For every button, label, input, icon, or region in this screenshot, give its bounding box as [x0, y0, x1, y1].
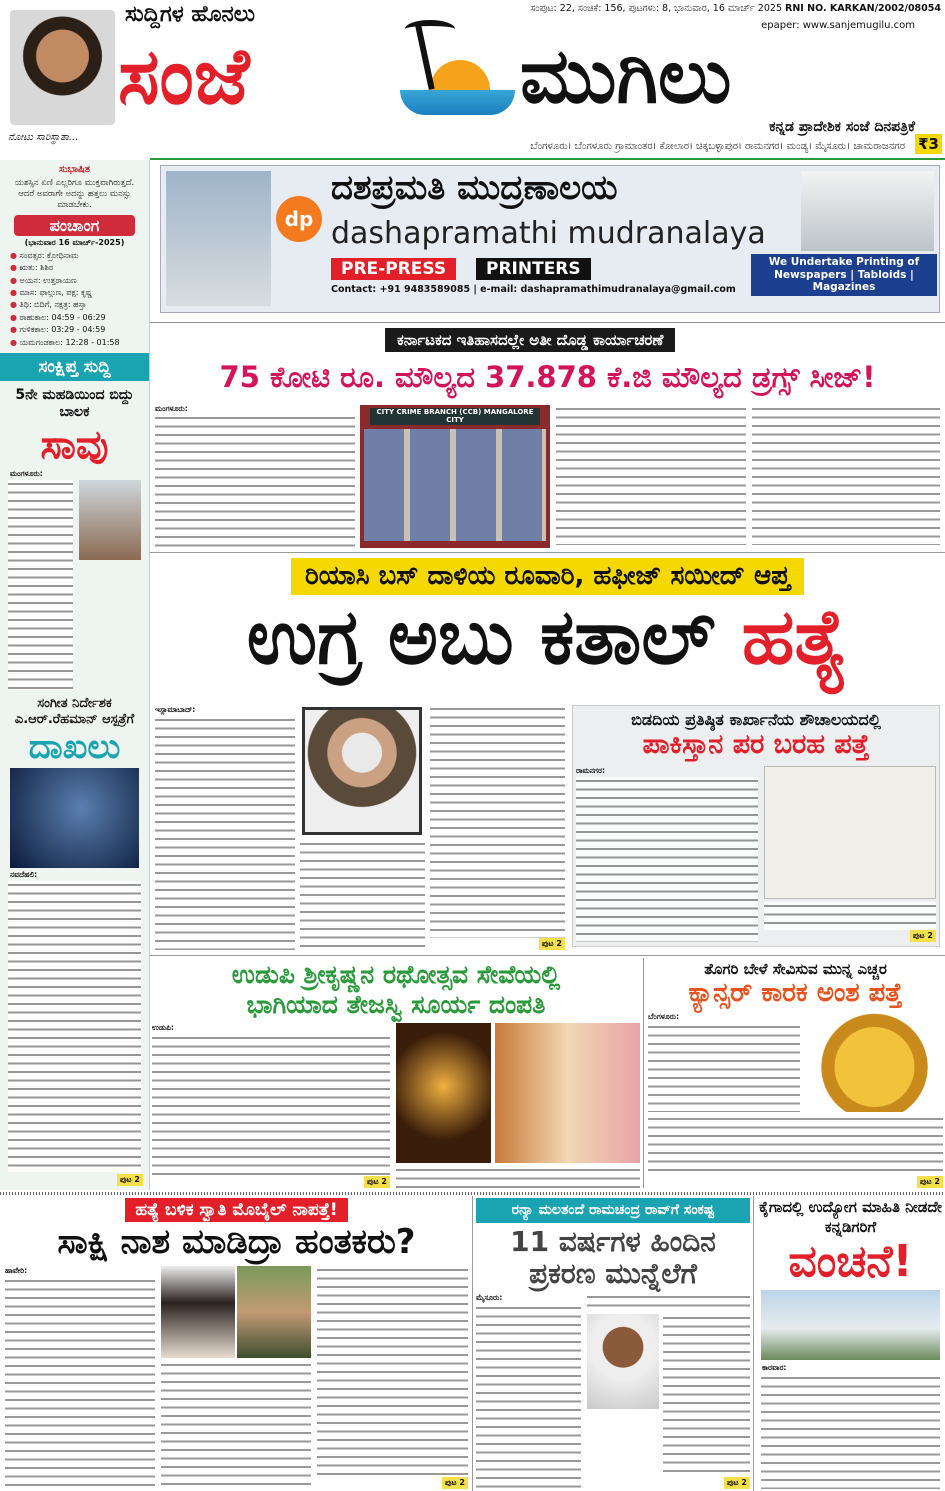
story1-body	[8, 480, 73, 690]
bullet-icon: ●	[10, 300, 20, 310]
epaper-link[interactable]: epaper: www.sanjemugilu.com	[761, 20, 915, 31]
ad-tag-prepress: PRE-PRESS	[331, 258, 456, 280]
ad-photo-left	[166, 171, 271, 306]
kaiga-block	[758, 1198, 943, 1489]
drug-kicker: ಕರ್ನಾಟಕದ ಇತಿಹಾಸದಲ್ಲೇ ಅತೀ ದೊಡ್ಡ ಕಾರ್ಯಾಚರಣೆ	[385, 328, 675, 352]
price-badge: ₹3	[915, 134, 942, 154]
panchanga-item	[10, 250, 149, 262]
issue-info	[530, 3, 941, 14]
ad-logo: dp	[276, 196, 322, 242]
panchanga-item	[10, 287, 149, 299]
lead-headline	[246, 592, 849, 682]
murder-kicker: ಹತ್ಯೆ ಬಳಿಕ ಸ್ವಾತಿ ಮೊಬೈಲ್ ನಾಪತ್ತೆ!	[125, 1198, 347, 1222]
divider	[150, 322, 945, 323]
story2-photo	[10, 768, 139, 868]
vertical-divider	[643, 958, 644, 1188]
murder-block	[5, 1198, 468, 1489]
ranya-body-col1	[476, 1304, 581, 1489]
udupi-dateline: ಉಡುಪಿ:	[152, 1023, 174, 1032]
lead-body-col3	[430, 705, 565, 938]
palm-sun-logo	[400, 20, 515, 120]
subhashita-text: ಯಶಸ್ಸಿನ ಏಣಿ ಎಲ್ಲರಿಗೂ ಮುಕ್ತವಾಗಿರುತ್ತದೆ. ಆದರೆ ಅವರಾಗೇ ಅದನ್ನು ಹತ್ತಲು ಮನಸ್ಸು ಮಾಡಬೇಕು.	[14, 178, 135, 211]
ad-services-line2: Newspapers | Tabloids | Magazines	[774, 268, 914, 294]
story2-headline: ದಾಖಲು	[28, 727, 121, 768]
panchanga-item	[10, 299, 149, 311]
vertical-divider	[472, 1196, 473, 1491]
story2-dateline: ನವದೆಹಲಿ:	[10, 870, 38, 880]
kaiga-headline: ವಂಚನೆ!	[788, 1236, 913, 1287]
ad-contact: Contact: +91 9483589085 | e-mail: dashapramathimudranalaya@gmail.com	[331, 284, 736, 295]
panchanga-item-text: ತಿಥಿ: ಬಿದಿಗೆ, ನಕ್ಷತ್ರ: ಹಸ್ತಾ	[19, 300, 87, 310]
panchanga-item-text: ಮಾಸ: ಫಾಲ್ಗುಣ, ಪಕ್ಷ: ಕೃಷ್ಣ	[19, 288, 93, 298]
ad-name-english: dashapramathi mudranalaya	[331, 216, 766, 251]
dal-kicker: ತೊಗರಿ ಬೇಳೆ ಸೇವಿಸುವ ಮುನ್ನ ಎಚ್ಚರ	[704, 960, 887, 978]
panchanga-item	[10, 337, 149, 349]
editor-photo	[10, 10, 115, 125]
bidadi-caption	[764, 902, 936, 930]
bullet-icon: ●	[10, 250, 20, 260]
story1-kicker: 5ನೇ ಮಹಡಿಯಿಂದ ಬಿದ್ದು ಬಾಲಕ	[15, 387, 134, 421]
panchanga-title: ಪಂಚಾಂಗ	[14, 215, 135, 236]
drug-photo	[360, 405, 550, 548]
panchanga-item-text: ಋತು: ಶಿಶಿರ	[19, 263, 54, 273]
ranya-continued[interactable]: ಪುಟ 2	[724, 1477, 750, 1489]
ad-name-kannada: ದಶಪ್ರಮತಿ ಮುದ್ರಣಾಲಯ	[331, 168, 618, 208]
ad-services-line1: We Undertake Printing of	[768, 256, 920, 268]
panchanga-item-text: ಸಂವತ್ಸರ: ಕ್ರೋಧಿನಾಮ	[19, 250, 79, 260]
ad-tag-printers: PRINTERS	[476, 258, 591, 280]
vertical-divider	[753, 1196, 754, 1491]
divider	[150, 552, 945, 553]
drug-body-mid	[556, 405, 746, 545]
kaiga-photo	[761, 1290, 940, 1360]
ranya-headline: 11 ವರ್ಷಗಳ ಹಿಂದಿನ ಪ್ರಕರಣ ಮುನ್ನೆಲೆಗೆ	[510, 1224, 716, 1290]
panchanga-item-text: ಅಯನ: ಉತ್ತರಾಯಣ	[19, 275, 77, 285]
bidadi-headline: ಪಾಕಿಸ್ತಾನ ಪರ ಬರಹ ಪತ್ತೆ	[642, 729, 870, 761]
murder-photo-accused	[237, 1266, 311, 1358]
drug-photo-banner: CITY CRIME BRANCH (CCB) MANGALORE CITY	[370, 408, 540, 425]
lead-body-col2	[300, 840, 425, 950]
panchanga-item	[10, 262, 149, 274]
ranya-block	[476, 1198, 750, 1489]
bidadi-box	[572, 705, 940, 947]
story2-continued[interactable]: ಪುಟ 2	[117, 1174, 143, 1186]
murder-headline: ಸಾಕ್ಷಿ ನಾಶ ಮಾಡಿದ್ರಾ ಹಂತಕರು?	[57, 1222, 416, 1263]
masthead-tagline: ಸುದ್ದಿಗಳ ಹೊನಲು	[125, 2, 256, 27]
ranya-kicker: ರನ್ಯಾ ಮಲತಂದೆ ರಾಮಚಂದ್ರ ರಾವ್‌ಗೆ ಸಂಕಷ್ಟ	[476, 1198, 750, 1223]
ranya-body-col2	[587, 1293, 750, 1311]
divider	[150, 955, 945, 956]
murder-dateline: ಹಾವೇರಿ:	[5, 1266, 28, 1276]
udupi-photo-couple	[495, 1023, 640, 1163]
masthead-title-mugilu: ಮುಗಿಲು	[520, 31, 732, 120]
dal-dateline: ಬೆಂಗಳೂರು:	[648, 1012, 680, 1022]
murder-body-col3	[317, 1266, 468, 1477]
panchanga-list	[10, 250, 149, 349]
masthead-subtitle: ಕನ್ನಡ ಪ್ರಾದೇಶಿಕ ಸಂಜೆ ದಿನಪತ್ರಿಕೆ	[769, 119, 915, 135]
lead-heading-block	[155, 558, 940, 682]
panchanga-item-text: ಗುಳಿಕಕಾಲ: 03:29 - 04:59	[19, 325, 106, 335]
ranya-body-col3	[663, 1314, 750, 1477]
drug-body-right	[752, 405, 940, 545]
lead-kicker: ರಿಯಾಸಿ ಬಸ್ ದಾಳಿಯ ರೂವಾರಿ, ಹಫೀಜ್ ಸಯೀದ್ ಆಪ್ತ	[291, 558, 804, 595]
sidebar	[0, 160, 150, 1190]
bidadi-kicker: ಬಿಡದಿಯ ಪ್ರತಿಷ್ಠಿತ ಕಾರ್ಖಾನೆಯ ಶೌಚಾಲಯದಲ್ಲಿ	[631, 710, 881, 729]
dal-photo	[806, 1012, 943, 1112]
bullet-icon: ●	[10, 325, 20, 335]
udupi-headline	[152, 960, 640, 1020]
bullet-icon: ●	[10, 312, 20, 322]
brief-news-title: ಸಂಕ್ಷಿಪ್ತ ಸುದ್ದಿ	[0, 353, 149, 381]
drug-body-left	[155, 414, 355, 550]
panchanga-item	[10, 275, 149, 287]
bidadi-photo	[764, 766, 936, 900]
dal-body	[648, 1023, 800, 1112]
lead-headline-red: ಹತ್ಯೆ	[741, 592, 849, 682]
bullet-icon: ●	[10, 263, 20, 273]
lead-headline-black: ಉಗ್ರ ಅಬು ಕತಾಲ್	[246, 592, 716, 682]
story1-photo	[79, 480, 141, 560]
lead-continued[interactable]: ಪುಟ 2	[539, 938, 565, 950]
drug-headline: 75 ಕೋಟಿ ರೂ. ಮೌಲ್ಯದ 37.878 ಕೆ.ಜಿ ಮೌಲ್ಯದ ಡ್ರಗ್ಸ್ ಸೀಜ್!	[219, 360, 876, 394]
udupi-headline-line1: ಉಡುಪಿ ಶ್ರೀಕೃಷ್ಣನ ರಥೋತ್ಸವ ಸೇವೆಯಲ್ಲಿ	[231, 960, 561, 989]
regions-line: ಬೆಂಗಳೂರು। ಬೆಂಗಳೂರು ಗ್ರಾಮಾಂತರ। ಕೋಲಾರ। ಚಿಕ್ಕಬಳ್ಳಾಪುರ। ರಾಮನಗರ। ಮಂಡ್ಯ। ಮೈಸೂರು। ಚಾಮರಾಜನಗರ	[530, 141, 905, 152]
ranya-photo	[587, 1314, 659, 1409]
bullet-icon: ●	[10, 275, 20, 285]
lead-dateline: ಇಸ್ಲಾಮಾಬಾದ್:	[155, 705, 196, 714]
divider-dotted	[0, 1192, 945, 1195]
murder-body-col1	[5, 1277, 155, 1489]
panchanga-item	[10, 324, 149, 336]
story2-kicker: ಸಂಗೀತ ನಿರ್ದೇಶಕ ಎ.ಆರ್.ರೆಹಮಾನ್ ಆಸ್ಪತ್ರೆಗೆ	[14, 696, 135, 727]
printing-ad[interactable]	[160, 165, 940, 313]
story2-body	[8, 881, 141, 1172]
dal-continued[interactable]: ಪುಟ 2	[917, 1176, 943, 1188]
udupi-body	[152, 1034, 390, 1176]
bidadi-body	[576, 777, 758, 942]
bidadi-dateline: ರಾಮನಗರ:	[576, 765, 605, 775]
kaiga-body	[761, 1374, 940, 1489]
subhashita-title: ಸುಭಾಷಿತ	[59, 164, 90, 175]
murder-photo-victim	[161, 1266, 235, 1358]
lead-body-col3-block	[430, 705, 565, 950]
kaiga-dateline: ಕಾರವಾರ:	[762, 1362, 787, 1372]
ranya-dateline: ಮೈಸೂರು:	[476, 1293, 503, 1303]
udupi-photo-chariot	[396, 1023, 491, 1163]
dal-headline: ಕ್ಯಾನ್ಸರ್ ಕಾರಕ ಅಂಶ ಪತ್ತೆ	[688, 978, 903, 1008]
murder-continued[interactable]: ಪುಟ 2	[442, 1477, 468, 1489]
udupi-headline-line2: ಭಾಗಿಯಾದ ತೇಜಸ್ವಿ ಸೂರ್ಯ ದಂಪತಿ	[246, 990, 546, 1019]
editor-signature: ನೋಟು ಸಾರಿಸ್ಥಾತಾ...	[8, 132, 79, 143]
story1-headline: ಸಾವು	[40, 422, 109, 469]
udupi-caption	[396, 1166, 640, 1188]
rni-number: RNI NO. KARKAN/2002/08054	[785, 3, 941, 14]
kaiga-kicker: ಕೈಗಾದಲ್ಲಿ ಉದ್ಯೋಗ ಮಾಹಿತಿ ನೀಡದೇ ಕನ್ನಡಿಗರಿಗೆ	[759, 1198, 942, 1236]
issue-info-text: ಸಂಪುಟ: 22, ಸಂಚಿಕೆ: 156, ಪುಟಗಳು: 8, ಭಾನುವಾರ, 16 ಮಾರ್ಚ್ 2025	[530, 3, 782, 14]
udupi-continued[interactable]: ಪುಟ 2	[364, 1176, 390, 1188]
masthead-title-sanje: ಸಂಜೆ	[118, 32, 250, 122]
udupi-block	[152, 960, 640, 1188]
drug-dateline: ಮಂಗಳೂರು:	[155, 404, 188, 413]
lead-body-col1	[155, 716, 295, 950]
bullet-icon: ●	[10, 288, 20, 298]
lead-body-block	[155, 705, 295, 950]
masthead-divider	[150, 158, 945, 160]
dal-block	[648, 960, 943, 1188]
panchanga-item-text: ಯಮಗಂಡಕಾಲ: 12:28 - 01:58	[19, 337, 120, 347]
panchanga-item	[10, 312, 149, 324]
panchanga-item-text: ರಾಹುಕಾಲ: 04:59 - 06:29	[19, 312, 106, 322]
dal-body-lower	[648, 1115, 943, 1176]
story1-dateline: ಮಂಗಳೂರು:	[10, 469, 43, 479]
bidadi-continued[interactable]: ಪುಟ 2	[910, 930, 936, 942]
lead-photo	[302, 707, 422, 835]
panchanga-date: (ಭಾನುವಾರ 16 ಮಾರ್ಚ್-2025)	[24, 238, 125, 248]
murder-body-col2	[161, 1361, 311, 1489]
ad-photo-right	[801, 171, 934, 251]
ad-services	[751, 254, 937, 296]
bullet-icon: ●	[10, 337, 20, 347]
